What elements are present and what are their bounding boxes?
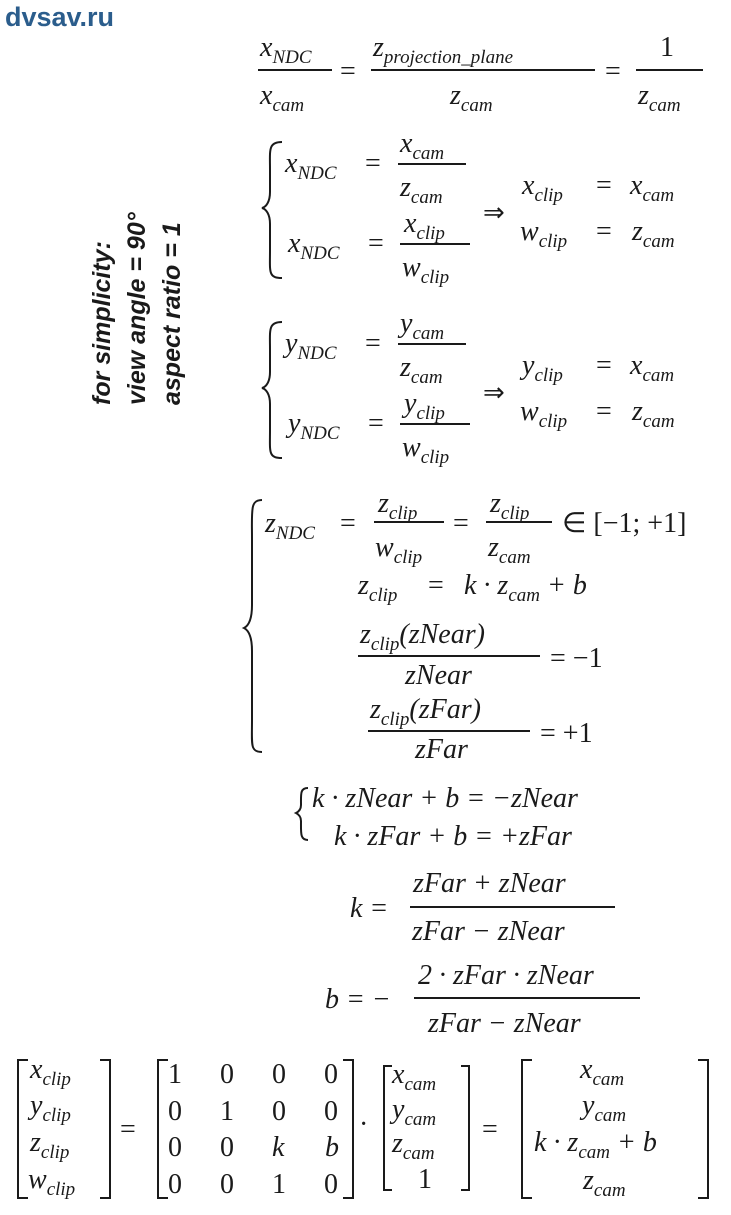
equation-ndc-ratio [258, 32, 703, 116]
svg-text:2 · zFar · zNear: 2 · zFar · zNear [418, 960, 594, 991]
svg-text:·: · [359, 1109, 369, 1140]
svg-text:zcam: $z_{cam}$ [632, 216, 675, 252]
svg-text:zcam: $z_{cam}$ [450, 80, 493, 116]
svg-text:zcam: $z_{cam}$ [488, 532, 531, 568]
svg-text:0: 0 [324, 1169, 338, 1200]
system-z [244, 488, 686, 765]
svg-text:=: = [365, 148, 381, 179]
svg-text:k · zNear + b = −zNear: k · zNear + b = −zNear [312, 783, 578, 814]
svg-text:yNDC: $y_{NDC}$ [288, 408, 340, 444]
svg-text:zcam: $z_{cam}$ [632, 396, 675, 432]
svg-text:wclip: $w_{clip}$ [375, 532, 423, 568]
svg-text:xcam: $x_{cam}$ [580, 1054, 625, 1090]
site-title[interactable]: dvsav.ru [5, 2, 115, 32]
svg-text:=: = [605, 56, 621, 87]
svg-text:xclip: $x_{clip}$ [404, 208, 445, 244]
svg-text:xNDC: $x_{NDC}$ [260, 32, 312, 68]
svg-text:ycam: $y_{cam}$ [582, 1090, 627, 1126]
svg-text:zNear: zNear [405, 660, 472, 691]
svg-text:1: 1 [418, 1164, 432, 1195]
equation-k [350, 868, 615, 947]
svg-text:xcam: $x_{cam}$ [260, 80, 305, 116]
svg-text:k · zFar + b = +zFar: k · zFar + b = +zFar [334, 821, 572, 852]
svg-text:zclip(zNear): $z_{clip}(zNear)$ [360, 619, 485, 655]
svg-text:zcam: $z_{cam}$ [638, 80, 681, 116]
svg-text:0: 0 [168, 1132, 182, 1163]
svg-text:= −1: = −1 [550, 643, 603, 674]
equation-b [325, 960, 640, 1039]
svg-text:yclip: $y_{clip}$ [404, 388, 445, 424]
svg-text:zclip: $z_{clip}$ [490, 488, 530, 524]
svg-text:0: 0 [220, 1059, 234, 1090]
svg-text:∈ [−1; +1]: ∈ [−1; +1] [562, 508, 687, 539]
svg-text:wclip: $w_{clip}$ [28, 1164, 76, 1200]
svg-text:0: 0 [324, 1096, 338, 1127]
svg-text:zFar − zNear: zFar − zNear [428, 1008, 581, 1039]
matrix-equation [18, 1054, 708, 1201]
svg-text:xNDC: $x_{NDC}$ [288, 228, 340, 264]
svg-text:0: 0 [168, 1096, 182, 1127]
svg-text:0: 0 [220, 1169, 234, 1200]
svg-text:=: = [596, 170, 612, 201]
svg-text:1: 1 [660, 32, 674, 63]
svg-text:k · zcam + b: $k \cdot z_{cam} + b$ [534, 1127, 657, 1163]
svg-text:zFar − zNear: zFar − zNear [412, 916, 565, 947]
svg-text:b: b [325, 1132, 339, 1163]
svg-text:1: 1 [272, 1169, 286, 1200]
svg-text:zclip: $z_{clip}$ [378, 488, 418, 524]
system-y [262, 308, 675, 468]
svg-text:zFar: zFar [415, 734, 468, 765]
svg-text:k: k [272, 1132, 285, 1163]
svg-text:0: 0 [220, 1132, 234, 1163]
system-kb [296, 783, 578, 852]
svg-text:xcam: $x_{cam}$ [400, 128, 445, 164]
svg-text:wclip: $w_{clip}$ [520, 396, 568, 432]
svg-text:zNDC: $z_{NDC}$ [265, 508, 315, 544]
svg-text:zcam: $z_{cam}$ [400, 352, 443, 388]
svg-text:zclip: $z_{clip}$ [358, 570, 398, 606]
svg-text:=: = [596, 396, 612, 427]
svg-text:=: = [368, 228, 384, 259]
svg-text:b = −: b = − [325, 984, 391, 1015]
svg-text:zcam: $z_{cam}$ [392, 1128, 435, 1164]
svg-text:0: 0 [272, 1059, 286, 1090]
svg-text:k · zcam + b: $k \cdot z_{cam} + b$ [464, 570, 587, 606]
svg-text:1: 1 [168, 1059, 182, 1090]
svg-text:=: = [340, 508, 356, 539]
svg-text:ycam: $y_{cam}$ [392, 1094, 437, 1130]
svg-text:yclip: $y_{clip}$ [30, 1090, 71, 1126]
svg-text:⇒: ⇒ [483, 378, 505, 407]
svg-text:xclip: $x_{clip}$ [30, 1054, 71, 1090]
svg-text:=: = [340, 56, 356, 87]
svg-text:= +1: = +1 [540, 718, 593, 749]
svg-text:k =: k = [350, 893, 389, 924]
svg-text:=: = [120, 1114, 136, 1145]
svg-text:zclip(zFar): $z_{clip}(zFar)$ [370, 694, 481, 730]
svg-text:0: 0 [168, 1169, 182, 1200]
svg-text:zcam: $z_{cam}$ [400, 172, 443, 208]
svg-text:yNDC: $y_{NDC}$ [285, 328, 337, 364]
simplicity-note [88, 211, 186, 405]
note-line-1: for simplicity: [88, 241, 116, 405]
svg-text:zprojection_plane: $z_{projection\_plane}$ [373, 32, 514, 68]
svg-text:xcam: $x_{cam}$ [630, 170, 675, 206]
svg-text:0: 0 [272, 1096, 286, 1127]
svg-text:zcam: $z_{cam}$ [583, 1165, 626, 1201]
svg-text:=: = [596, 216, 612, 247]
system-x [262, 128, 675, 288]
svg-text:wclip: $w_{clip}$ [520, 216, 568, 252]
svg-text:wclip: $w_{clip}$ [402, 252, 450, 288]
svg-text:=: = [453, 508, 469, 539]
svg-text:yclip: $y_{clip}$ [522, 350, 563, 386]
svg-text:wclip: $w_{clip}$ [402, 432, 450, 468]
note-line-3: aspect ratio = 1 [158, 222, 186, 405]
svg-text:xNDC: $x_{NDC}$ [285, 148, 337, 184]
svg-text:=: = [428, 570, 444, 601]
svg-text:1: 1 [220, 1096, 234, 1127]
svg-text:zclip: $z_{clip}$ [30, 1127, 70, 1163]
svg-text:ycam: $y_{cam}$ [400, 308, 445, 344]
svg-text:xclip: $x_{clip}$ [522, 170, 563, 206]
svg-text:0: 0 [324, 1059, 338, 1090]
svg-text:=: = [368, 408, 384, 439]
svg-text:=: = [596, 350, 612, 381]
svg-text:=: = [482, 1114, 498, 1145]
svg-text:=: = [365, 328, 381, 359]
svg-text:xcam: $x_{cam}$ [630, 350, 675, 386]
svg-text:⇒: ⇒ [483, 198, 505, 227]
svg-text:xcam: $x_{cam}$ [392, 1059, 437, 1095]
note-line-2: view angle = 90° [123, 212, 151, 405]
svg-text:zFar + zNear: zFar + zNear [413, 868, 566, 899]
